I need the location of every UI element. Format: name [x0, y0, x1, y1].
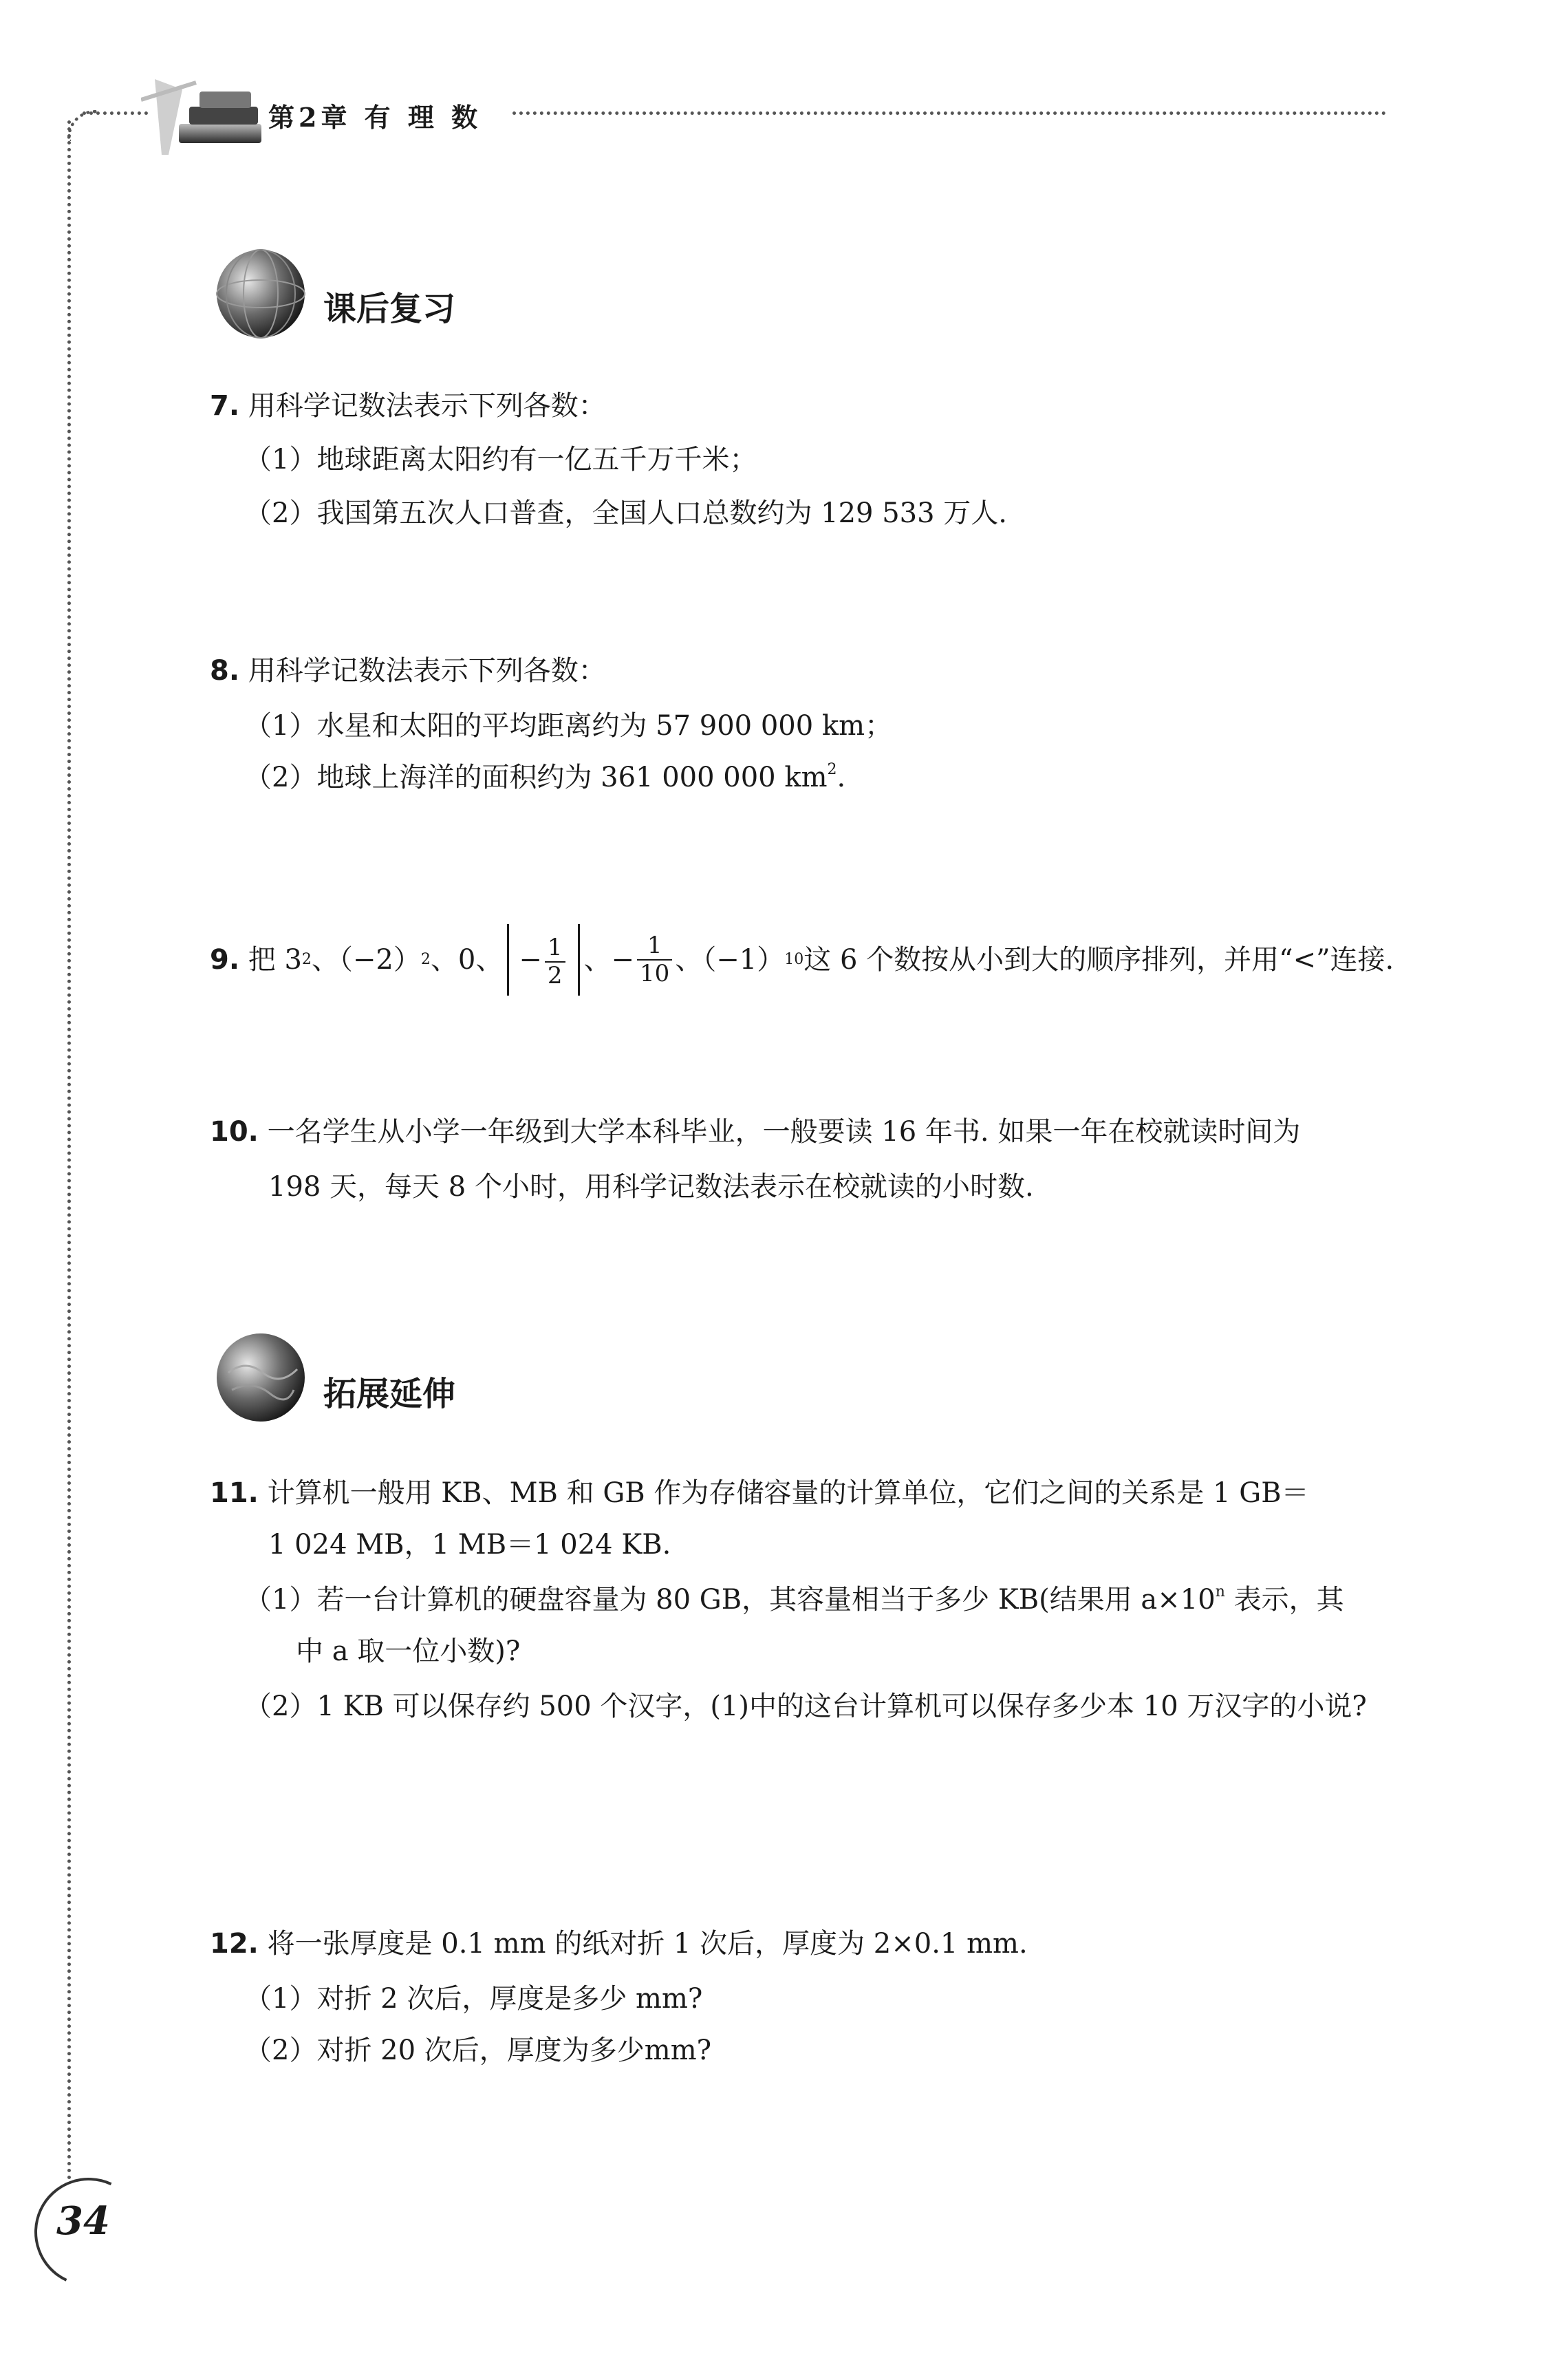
expr-text: 、−	[583, 944, 635, 976]
absolute-value-expr	[507, 924, 579, 996]
problem-number: 12.	[210, 1928, 259, 1960]
problem-line-1: 一名学生从小学一年级到大学本科毕业，一般要读 16 年书. 如果一年在校就读时间为	[267, 1116, 1301, 1148]
fraction	[637, 932, 672, 987]
margin-rail	[67, 120, 71, 2181]
problem-9: 9. 把 3 2 、（−2） 2 、0、 − $\frac{1}{2}$ 、− $\frac{1}{10}$ 、（−1） 10 这 6 个数按从小到大的顺序排列，并用“<”连接.	[210, 922, 1394, 998]
problem-number: 11.	[210, 1477, 259, 1509]
problem-11-line-2: 1 024 MB，1 MB＝1 024 KB.	[268, 1529, 671, 1561]
expr-text: 把 3	[248, 944, 302, 976]
part-text: （2）地球上海洋的面积约为 361 000 000 km	[244, 762, 828, 793]
problem-12-part-1: （1）对折 2 次后，厚度是多少 mm?	[244, 1983, 703, 2015]
problem-7-part-1: （1）地球距离太阳约有一亿五千万千米；	[244, 444, 757, 475]
problem-number: 9.	[210, 944, 240, 976]
problem-7-part-2: （2）我国第五次人口普查，全国人口总数约为 129 533 万人.	[244, 497, 1008, 529]
problem-number: 10.	[210, 1116, 259, 1148]
globe-ball-icon	[215, 248, 307, 341]
problem-11-part-1	[244, 1583, 1344, 1616]
chapter-title: 第2章 有 理 数	[268, 102, 482, 133]
problem-8-part-2	[244, 761, 846, 793]
problem-11-part-1-cont: 中 a 取一位小数)?	[296, 1636, 521, 1667]
expr-text: 、0、	[430, 944, 504, 976]
expr-text: 这 6 个数按从小到大的顺序排列，并用“<”连接.	[803, 944, 1394, 976]
problem-8-part-1: （1）水星和太阳的平均距离约为 57 900 000 km；	[244, 710, 893, 742]
problem-stem: 将一张厚度是 0.1 mm 的纸对折 1 次后，厚度为 2×0.1 mm.	[267, 1928, 1028, 1960]
problem-11-part-2: （2）1 KB 可以保存约 500 个汉字，(1)中的这台计算机可以保存多少本 10 万汉字的小说?	[244, 1691, 1367, 1722]
section-title-review: 课后复习	[323, 290, 456, 328]
denominator: 10	[640, 960, 670, 987]
globe-ball-icon	[215, 1331, 307, 1424]
numerator: 1	[545, 934, 565, 963]
problem-11	[210, 1479, 1309, 1507]
problem-stem: 用科学记数法表示下列各数：	[248, 390, 606, 422]
header-divider	[512, 111, 1386, 115]
problem-10	[210, 1118, 1300, 1146]
problem-12	[210, 1930, 1028, 1958]
part-text-end: 表示，其	[1224, 1584, 1344, 1616]
page-number: 34	[56, 2198, 110, 2244]
problem-number: 7.	[210, 390, 240, 422]
section-title-extension: 拓展延伸	[323, 1375, 456, 1413]
problem-stem: 用科学记数法表示下列各数：	[248, 655, 606, 687]
problem-number: 8.	[210, 655, 240, 687]
problem-10-line-2: 198 天，每天 8 个小时，用科学记数法表示在校就读的小时数.	[268, 1171, 1034, 1203]
problem-line-1: 计算机一般用 KB、MB 和 GB 作为存储容量的计算单位，它们之间的关系是 1 GB＝	[267, 1477, 1309, 1509]
part-text-end: .	[837, 762, 846, 793]
books-logo-icon	[141, 58, 272, 162]
superscript: n	[1215, 1583, 1225, 1600]
problem-8	[210, 657, 606, 685]
superscript: 2	[827, 761, 837, 778]
part-text: （1）若一台计算机的硬盘容量为 80 GB，其容量相当于多少 KB(结果用 a×10	[244, 1584, 1216, 1616]
margin-rail-corner	[67, 110, 98, 141]
numerator: 1	[637, 932, 672, 961]
expr-text: 、（−2）	[311, 944, 421, 976]
fraction	[545, 934, 565, 989]
expr-text: 、（−1）	[675, 944, 785, 976]
problem-12-part-2: （2）对折 20 次后，厚度为多少mm?	[244, 2035, 712, 2066]
minus-sign: −	[519, 944, 542, 976]
denominator: 2	[547, 962, 563, 989]
problem-7	[210, 392, 606, 420]
